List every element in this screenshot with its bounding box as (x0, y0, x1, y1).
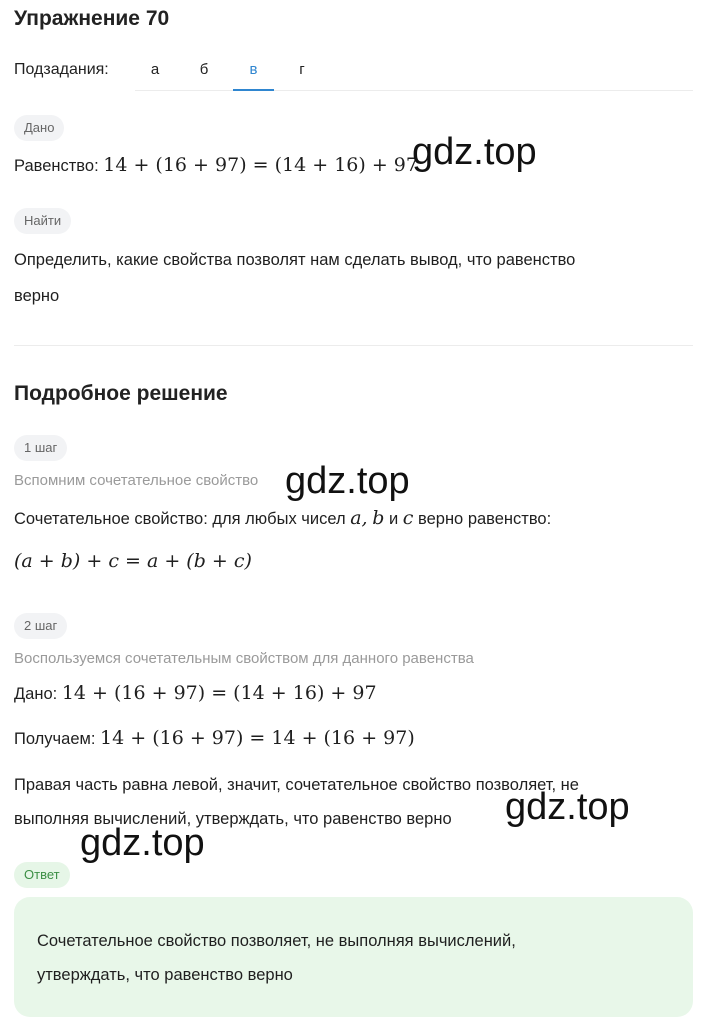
section-divider (14, 345, 693, 346)
step1-text-b: верно равенство: (418, 510, 552, 528)
answer-text-line2: утверждать, что равенство верно (37, 966, 293, 984)
subtask-tabs (135, 52, 693, 91)
step1-text-a: Сочетательное свойство: для любых чисел (14, 510, 346, 528)
step2-given-prefix: Дано: (14, 685, 58, 703)
solution-title: Подробное решение (14, 382, 228, 405)
step2-result-prefix: Получаем: (14, 730, 96, 748)
step1-property-line (14, 507, 551, 530)
tab-b[interactable]: б (199, 61, 209, 78)
step1-hint: Вспомним сочетательное свойство (14, 472, 259, 489)
tab-a[interactable]: а (150, 61, 160, 78)
watermark: gdz.top (505, 786, 630, 828)
given-formula: 14 + (16 + 97) = (14 + 16) + 97 (103, 154, 418, 176)
given-badge: Дано (14, 115, 64, 141)
step2-hint: Воспользуемся сочетательным свойством для данного равенства (14, 650, 474, 667)
watermark: gdz.top (412, 131, 537, 173)
step1-text-and: и (388, 510, 399, 528)
answer-box (14, 897, 693, 1017)
watermark: gdz.top (285, 460, 410, 502)
find-text-line2: верно (14, 287, 60, 305)
var-c: c (402, 507, 414, 529)
given-line (14, 154, 418, 177)
tab-g[interactable]: г (299, 61, 305, 78)
answer-text-line1: Сочетательное свойство позволяет, не выполняя вычислений, (37, 932, 516, 950)
find-badge: Найти (14, 208, 71, 234)
step2-result-line (14, 727, 415, 750)
step2-given-line (14, 682, 377, 705)
step2-given-formula: 14 + (16 + 97) = (14 + 16) + 97 (61, 682, 377, 704)
given-prefix: Равенство: (14, 157, 99, 175)
step1-formula: (a + b) + c = a + (b + c) (14, 550, 252, 572)
watermark: gdz.top (80, 822, 205, 864)
step2-result-formula: 14 + (16 + 97) = 14 + (16 + 97) (100, 727, 415, 749)
find-text-line1: Определить, какие свойства позволят нам сделать вывод, что равенство (14, 251, 576, 269)
step2-conclusion-line1: Правая часть равна левой, значит, сочетательное свойство позволяет, не (14, 776, 579, 794)
answer-badge: Ответ (14, 862, 70, 888)
step2-conclusion-line2: выполняя вычислений, утверждать, что равенство верно (14, 810, 452, 828)
step2-badge: 2 шаг (14, 613, 67, 639)
step1-badge: 1 шаг (14, 435, 67, 461)
tab-v[interactable]: в (233, 52, 274, 91)
page-title: Упражнение 70 (14, 7, 170, 30)
subtasks-label: Подзадания: (14, 61, 109, 78)
var-a: a, (350, 507, 368, 529)
var-b: b (372, 507, 385, 529)
